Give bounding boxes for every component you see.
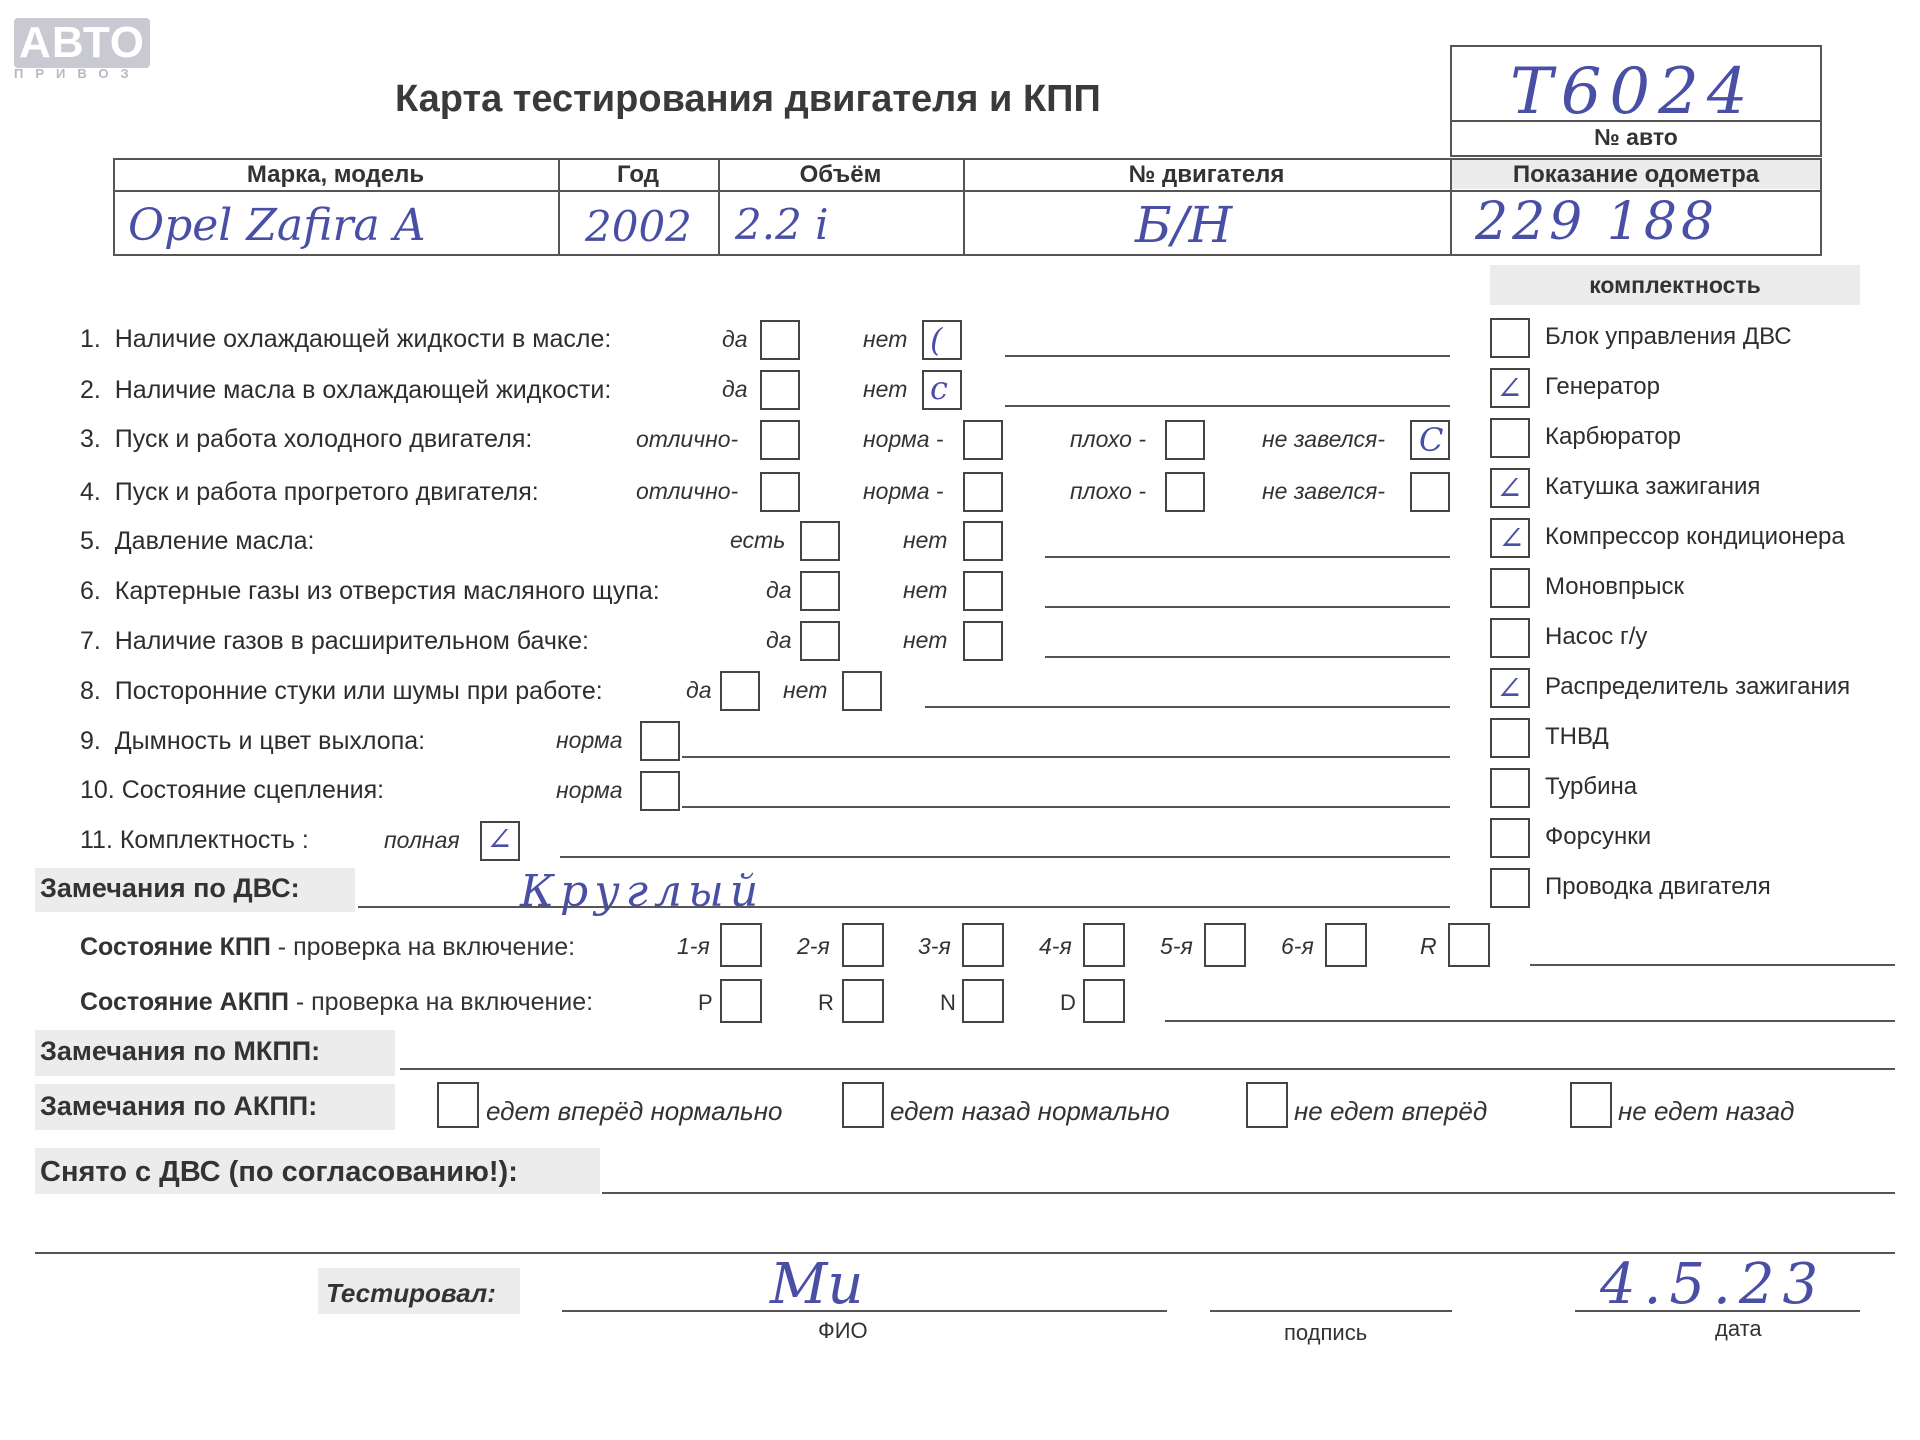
year-label: Год xyxy=(617,161,659,188)
checkmark: ∠ xyxy=(1498,519,1525,557)
completeness-item: Моновпрыск xyxy=(1545,573,1685,600)
gear-label: 5-я xyxy=(1160,933,1193,959)
excellent-label: отлично- xyxy=(636,478,739,504)
check-7-label: 7. Наличие газов в расширительном бачке: xyxy=(80,627,589,655)
akpp-mode-label: D xyxy=(1060,990,1076,1015)
check-9-label: 9. Дымность и цвет выхлопа: xyxy=(80,727,426,755)
q8-no-checkbox[interactable] xyxy=(842,671,882,711)
akpp-remarks-label: Замечания по АКПП: xyxy=(40,1091,318,1121)
q6-yes-checkbox[interactable] xyxy=(800,571,840,611)
q4-no-start-checkbox[interactable] xyxy=(1410,472,1450,512)
check-4-label: 4. Пуск и работа прогретого двигателя: xyxy=(80,478,539,506)
sign-line xyxy=(1210,1310,1452,1312)
completeness-tnvd-checkbox[interactable] xyxy=(1490,718,1530,758)
engine-number-label: № двигателя xyxy=(1128,161,1285,188)
gear-label: 2-я xyxy=(797,933,830,959)
q4-normal-checkbox[interactable] xyxy=(963,472,1003,512)
akpp-option-label: едет вперёд нормально xyxy=(486,1096,783,1126)
check-6-label: 6. Картерные газы из отверстия масляного щупа: xyxy=(80,577,660,605)
check-5-label: 5. Давление масла: xyxy=(80,527,315,555)
no-label: нет xyxy=(863,376,908,402)
akpp-n-checkbox[interactable] xyxy=(962,979,1004,1023)
q5-no-checkbox[interactable] xyxy=(963,521,1003,561)
checkmark: c xyxy=(930,369,948,407)
gear-1-checkbox[interactable] xyxy=(720,923,762,967)
yes-label: да xyxy=(722,376,748,402)
check-2-label: 2. Наличие масла в охлаждающей жидкости: xyxy=(80,376,612,404)
gear-label: 3-я xyxy=(918,933,951,959)
fio-label: ФИО xyxy=(818,1318,868,1343)
check-1-label: 1. Наличие охлаждающей жидкости в масле: xyxy=(80,325,612,353)
q6-no-checkbox[interactable] xyxy=(963,571,1003,611)
q5-present-checkbox[interactable] xyxy=(800,521,840,561)
q1-line xyxy=(1005,355,1450,357)
completeness-ecu-checkbox[interactable] xyxy=(1490,318,1530,358)
q4-excellent-checkbox[interactable] xyxy=(760,472,800,512)
checkmark: ∠ xyxy=(1496,369,1523,407)
q7-no-checkbox[interactable] xyxy=(963,621,1003,661)
logo-subtitle: ПРИВОЗ xyxy=(14,66,141,81)
q2-no-checkbox[interactable] xyxy=(922,370,962,410)
gear-6-checkbox[interactable] xyxy=(1325,923,1367,967)
akpp-r-checkbox[interactable] xyxy=(842,979,884,1023)
no-label: нет xyxy=(903,527,948,553)
page-title: Карта тестирования двигателя и КПП xyxy=(395,78,1101,120)
completeness-item: Насос г/у xyxy=(1545,623,1648,650)
normal-label: норма xyxy=(556,777,623,803)
q7-line xyxy=(1045,656,1450,658)
removed-line xyxy=(602,1192,1895,1194)
akpp-check-label: Состояние АКПП - проверка на включение: xyxy=(80,988,594,1016)
normal-label: норма xyxy=(556,727,623,753)
akpp-option-label: не едет вперёд xyxy=(1294,1096,1488,1126)
removed-label: Снято с ДВС (по согласованию!): xyxy=(40,1156,518,1188)
full-label: полная xyxy=(384,827,460,853)
date-label: дата xyxy=(1715,1316,1762,1341)
akpp-mode-label: N xyxy=(940,990,956,1015)
completeness-item: Проводка двигателя xyxy=(1545,873,1771,900)
engine-number-value[interactable]: Б/Н xyxy=(1135,196,1233,254)
akpp-mode-label: R xyxy=(818,990,834,1015)
akpp-p-checkbox[interactable] xyxy=(720,979,762,1023)
check-8-label: 8. Посторонние стуки или шумы при работе: xyxy=(80,677,603,705)
no-label: нет xyxy=(903,627,948,653)
gear-2-checkbox[interactable] xyxy=(842,923,884,967)
check-10-label: 10. Состояние сцепления: xyxy=(80,776,385,804)
akpp-no-forward-checkbox[interactable] xyxy=(1246,1082,1288,1128)
present-label: есть xyxy=(730,527,786,553)
yes-label: да xyxy=(722,326,748,352)
yes-label: да xyxy=(766,627,792,653)
completeness-item: Блок управления ДВС xyxy=(1545,323,1792,350)
excellent-label: отлично- xyxy=(636,426,739,452)
no-label: нет xyxy=(863,326,908,352)
completeness-title: комплектность xyxy=(1589,272,1761,298)
checkmark: ( xyxy=(930,321,943,359)
gear-label: R xyxy=(1420,933,1437,959)
checkmark: ∠ xyxy=(486,820,513,858)
q11-full-checkbox[interactable] xyxy=(480,821,520,861)
q3-no-start-checkbox[interactable] xyxy=(1410,420,1450,460)
no-start-label: не завелся- xyxy=(1262,478,1386,504)
akpp-line xyxy=(1165,1020,1895,1022)
q8-line xyxy=(925,706,1450,708)
completeness-ac-compressor-checkbox[interactable] xyxy=(1490,518,1530,558)
akpp-mode-label: P xyxy=(698,990,713,1015)
completeness-item: Турбина xyxy=(1545,773,1638,800)
no-start-label: не завелся- xyxy=(1262,426,1386,452)
completeness-item: Форсунки xyxy=(1545,823,1652,850)
akpp-no-backward-checkbox[interactable] xyxy=(1570,1082,1612,1128)
check-3-label: 3. Пуск и работа холодного двигателя: xyxy=(80,425,533,453)
engine-remarks-label: Замечания по ДВС: xyxy=(40,873,300,903)
date-value[interactable]: 4.5.23 xyxy=(1600,1252,1827,1317)
yes-label: да xyxy=(766,577,792,603)
sign-label: подпись xyxy=(1284,1320,1368,1345)
year-value[interactable]: 2002 xyxy=(585,202,692,251)
gear-4-checkbox[interactable] xyxy=(1083,923,1125,967)
brand-label: Марка, модель xyxy=(246,161,425,188)
checkmark: ∠ xyxy=(1496,469,1523,507)
volume-value[interactable]: 2.2 i xyxy=(735,200,829,249)
normal-label: норма - xyxy=(863,478,944,504)
gear-label: 6-я xyxy=(1281,933,1314,959)
completeness-monoinjection-checkbox[interactable] xyxy=(1490,568,1530,608)
gear-label: 4-я xyxy=(1039,933,1072,959)
fio-line xyxy=(562,1310,1167,1312)
kpp-line xyxy=(1530,964,1895,966)
q8-yes-checkbox[interactable] xyxy=(720,671,760,711)
gear-label: 1-я xyxy=(677,933,710,959)
q3-normal-checkbox[interactable] xyxy=(963,420,1003,460)
akpp-option-label: едет назад нормально xyxy=(890,1096,1170,1126)
completeness-item: Компрессор кондиционера xyxy=(1545,523,1845,550)
completeness-injectors-checkbox[interactable] xyxy=(1490,818,1530,858)
fio-value[interactable]: Ми xyxy=(770,1252,864,1317)
akpp-option-label: не едет назад xyxy=(1618,1096,1795,1126)
q1-yes-checkbox[interactable] xyxy=(760,320,800,360)
normal-label: норма - xyxy=(863,426,944,452)
no-label: нет xyxy=(783,677,828,703)
completeness-item: ТНВД xyxy=(1545,723,1609,750)
q2-yes-checkbox[interactable] xyxy=(760,370,800,410)
engine-remarks-value[interactable]: Круглый xyxy=(520,866,765,917)
checkmark: C xyxy=(1419,421,1444,459)
check-11-label: 11. Комплектность : xyxy=(80,826,309,854)
q3-excellent-checkbox[interactable] xyxy=(760,420,800,460)
q10-normal-checkbox[interactable] xyxy=(640,771,680,811)
brand-value[interactable]: Opel Zafira A xyxy=(128,200,426,251)
tested-label: Тестировал: xyxy=(326,1278,496,1308)
completeness-item: Генератор xyxy=(1545,373,1660,400)
q3-bad-checkbox[interactable] xyxy=(1165,420,1205,460)
akpp-forward-ok-checkbox[interactable] xyxy=(437,1082,479,1128)
q9-normal-checkbox[interactable] xyxy=(640,721,680,761)
completeness-carburetor-checkbox[interactable] xyxy=(1490,418,1530,458)
volume-label: Объём xyxy=(799,161,882,188)
bad-label: плохо - xyxy=(1070,426,1146,452)
engine-remarks-line xyxy=(358,906,1450,908)
car-number-value[interactable]: T6024 xyxy=(1510,55,1756,129)
completeness-item: Распределитель зажигания xyxy=(1545,673,1851,700)
logo: АВТО xyxy=(14,18,150,68)
q5-line xyxy=(1045,556,1450,558)
completeness-item: Катушка зажигания xyxy=(1545,473,1761,500)
completeness-turbo-checkbox[interactable] xyxy=(1490,768,1530,808)
gear-3-checkbox[interactable] xyxy=(962,923,1004,967)
no-label: нет xyxy=(903,577,948,603)
completeness-wiring-checkbox[interactable] xyxy=(1490,868,1530,908)
mkpp-remarks-line xyxy=(400,1068,1895,1070)
q2-line xyxy=(1005,405,1450,407)
q11-line xyxy=(560,856,1450,858)
yes-label: да xyxy=(686,677,712,703)
q6-line xyxy=(1045,606,1450,608)
akpp-backward-ok-checkbox[interactable] xyxy=(842,1082,884,1128)
mkpp-remarks-label: Замечания по МКПП: xyxy=(40,1036,321,1066)
q4-bad-checkbox[interactable] xyxy=(1165,472,1205,512)
gear-5-checkbox[interactable] xyxy=(1204,923,1246,967)
q7-yes-checkbox[interactable] xyxy=(800,621,840,661)
bad-label: плохо - xyxy=(1070,478,1146,504)
odometer-label: Показание одометра xyxy=(1512,161,1760,188)
completeness-ps-pump-checkbox[interactable] xyxy=(1490,618,1530,658)
kpp-check-label: Состояние КПП - проверка на включение: xyxy=(80,933,576,961)
completeness-item: Карбюратор xyxy=(1545,423,1682,450)
checkmark: ∠ xyxy=(1496,669,1523,707)
car-number-label: № авто xyxy=(1594,124,1678,150)
q1-no-checkbox[interactable] xyxy=(922,320,962,360)
completeness-ignition-coil-checkbox[interactable] xyxy=(1490,468,1530,508)
completeness-generator-checkbox[interactable] xyxy=(1490,368,1530,408)
q10-line xyxy=(682,806,1450,808)
completeness-distributor-checkbox[interactable] xyxy=(1490,668,1530,708)
q9-line xyxy=(682,756,1450,758)
akpp-d-checkbox[interactable] xyxy=(1083,979,1125,1023)
odometer-value[interactable]: 229 188 xyxy=(1475,192,1719,252)
gear-r-checkbox[interactable] xyxy=(1448,923,1490,967)
